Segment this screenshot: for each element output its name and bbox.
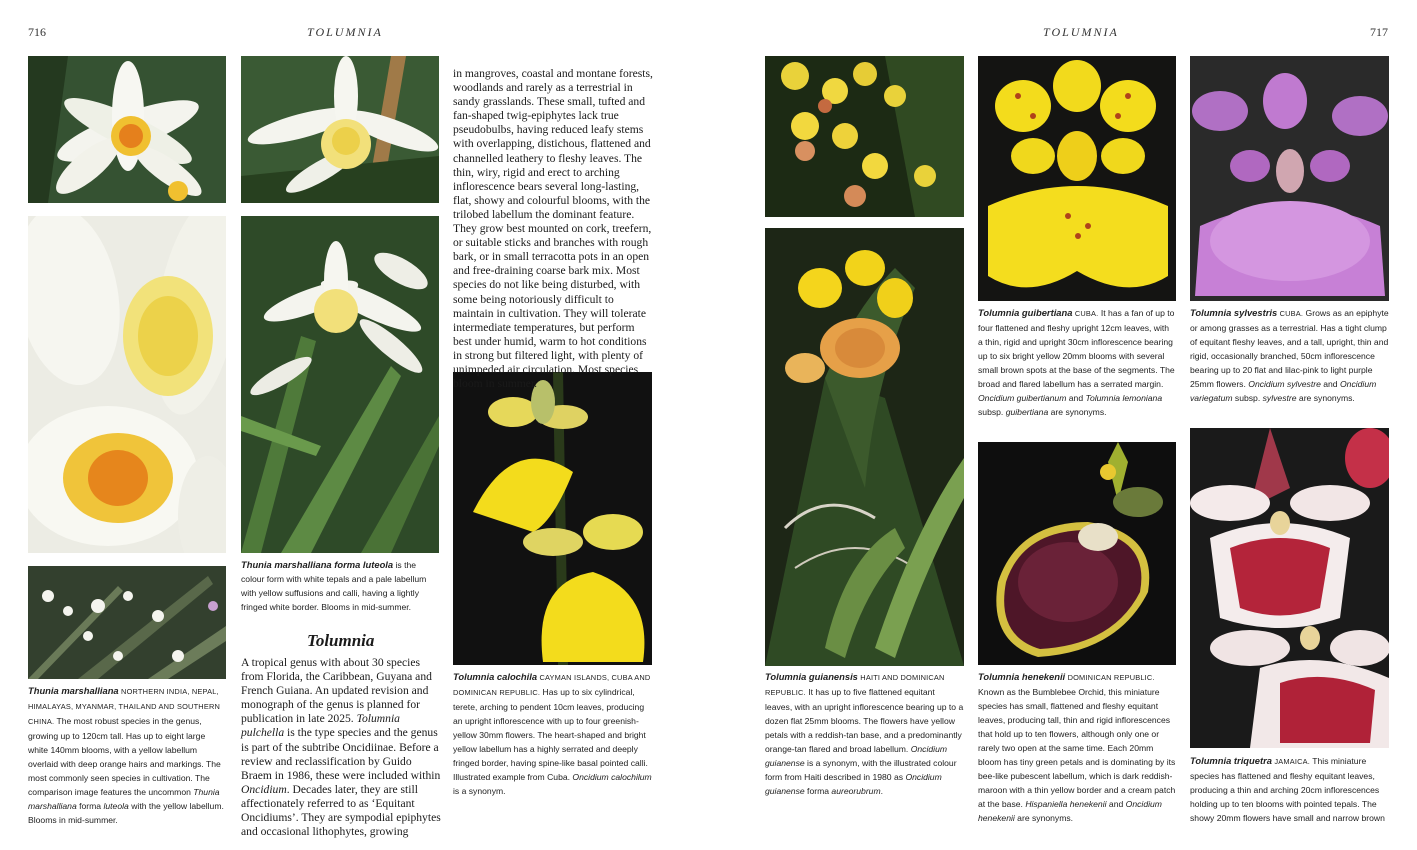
caption-italic: aureorubrum bbox=[831, 786, 881, 796]
tolumnia-sylvestris-photo bbox=[1190, 56, 1389, 301]
running-head-left: TOLUMNIA bbox=[307, 25, 383, 39]
caption-text: is the colour form with white tepals and a pale labellum with yellow suffusions and calli, having a lightly fringed white border. Blooms in mid-summer. bbox=[241, 560, 427, 612]
caption-species-name: Thunia marshalliana forma luteola bbox=[241, 559, 394, 570]
caption-text: and bbox=[1106, 799, 1126, 809]
caption-tolumnia-guibertiana bbox=[978, 306, 1176, 419]
caption-locality: NORTHERN INDIA, NEPAL, HIMALAYAS, MYANMAR, THAILAND AND SOUTHERN CHINA. bbox=[28, 687, 221, 726]
thunia-habitat-photo bbox=[28, 566, 226, 679]
caption-italic: sylvestre bbox=[1262, 393, 1297, 403]
caption-italic: Oncidium sylvestre bbox=[1248, 379, 1321, 389]
caption-italic: Oncidium henekenii bbox=[978, 799, 1162, 823]
caption-text: are synonyms. bbox=[1048, 407, 1107, 417]
caption-text: Grows as an epiphyte or among grasses as a terrestrial. Has a tight clump of equitant fleshy leaves, and a tall, upright, thin and rigid, occasionally branched, 50cm inflorescence bearing up to 20 flat and lilac-pink to light purple 25mm flowers. bbox=[1190, 308, 1389, 389]
caption-species-name: Tolumnia sylvestris bbox=[1190, 307, 1278, 318]
caption-italic: Oncidium variegatum bbox=[1190, 379, 1377, 403]
intro-italic: Tolumnia pulchella bbox=[241, 712, 400, 740]
caption-locality: CAYMAN ISLANDS, CUBA AND DOMINICAN REPUBLIC. bbox=[453, 673, 651, 697]
caption-species-name: Thunia marshalliana bbox=[28, 685, 119, 696]
intro-italic: Oncidium bbox=[241, 782, 287, 796]
caption-text: is a synonym, with the illustrated colour form from Haiti described in 1980 as bbox=[765, 758, 957, 782]
caption-species-name: Tolumnia guibertiana bbox=[978, 307, 1073, 318]
caption-italic: Oncidium guibertianum bbox=[978, 393, 1067, 403]
caption-italic: Tolumnia lemoniana bbox=[1085, 393, 1163, 403]
caption-thunia-marshalliana bbox=[28, 684, 226, 827]
caption-tolumnia-calochila bbox=[453, 670, 652, 798]
caption-italic: Oncidium guianense bbox=[765, 744, 948, 768]
caption-locality: DOMINICAN REPUBLIC. bbox=[1067, 673, 1155, 682]
caption-italic: Hispaniella henekenii bbox=[1025, 799, 1107, 809]
caption-text: subsp. bbox=[978, 407, 1006, 417]
caption-italic: guibertiana bbox=[1005, 407, 1049, 417]
section-title: Tolumnia bbox=[307, 631, 375, 650]
caption-text: This miniature species has flattened and fleshy equitant leaves, producing a thin and arching 20cm inflorescences holding up to ten blooms with pointed tepals. The showy 20mm flowers have small and narrow brown bbox=[1190, 756, 1385, 823]
caption-tolumnia-guianensis bbox=[765, 670, 964, 798]
caption-text: The most robust species in the genus, growing up to 120cm tall. Has up to eight large white 140mm blooms, with a yellow labellum overlaid with deep orange hairs and markings. The most commonly seen species in cultivation. The comparison image features the uncommon bbox=[28, 716, 221, 797]
caption-text: are synonyms. bbox=[1296, 393, 1355, 403]
caption-locality: HAITI AND DOMINICAN REPUBLIC. bbox=[765, 673, 945, 697]
caption-species-name: Tolumnia guianensis bbox=[765, 671, 858, 682]
caption-text: and bbox=[1066, 393, 1086, 403]
caption-species-name: Tolumnia calochila bbox=[453, 671, 538, 682]
tolumnia-triquetra-photo bbox=[1190, 428, 1389, 748]
caption-tolumnia-sylvestris bbox=[1190, 306, 1389, 405]
caption-text: Known as the Bumblebee Orchid, this miniature species has small, flattened and fleshy equitant leaves, producing tall, thin and rigid inflorescences that hold up to ten flowers, although only one or rarely two open at the same time. Each 20mm bloom has tiny green petals and is dominating by its bee-like pubescent labellum, which is dark reddish-maroon with a thin yellow border and a cream patch at the base. bbox=[978, 687, 1176, 809]
caption-italic: Thunia marshalliana bbox=[28, 787, 220, 811]
intro-text: is the type species and the genus is part of the subtribe Oncidiinae. Before a review and reclassification by Guido Braem in 1986, these were included within bbox=[241, 726, 441, 782]
caption-text: is a synonym. bbox=[453, 786, 506, 796]
caption-text: It has up to five flattened equitant leaves, with an upright inflorescence bearing up to a dozen flat 25mm blooms. The flowers have yellow petals with a reddish-tan base, and a predominantly orange-tan flared and broad labellum. bbox=[765, 687, 964, 754]
thunia-marshalliana-large-photo bbox=[28, 216, 226, 553]
caption-italic: Oncidium guianense bbox=[765, 772, 942, 796]
thunia-marshalliana-closeup-photo bbox=[28, 56, 226, 203]
caption-tolumnia-triquetra bbox=[1190, 754, 1389, 825]
caption-species-name: Tolumnia triquetra bbox=[1190, 755, 1272, 766]
page-number-left: 716 bbox=[28, 25, 46, 39]
caption-text: with the yellow labellum. Blooms in mid-summer. bbox=[28, 801, 224, 825]
thunia-luteola-closeup-photo bbox=[241, 56, 439, 203]
caption-locality: CUBA. bbox=[1074, 309, 1099, 318]
caption-locality: JAMAICA. bbox=[1274, 757, 1311, 766]
intro-continued-paragraph: in mangroves, coastal and montane forests, woodlands and rarely as a terrestrial in sandy grasslands. These small, tufted and fan-shaped twig-epiphytes lack true pseudobulbs, having reduced leafy stems with overlapping, distichous, flattened and channelled leathery to fleshy leaves. The thin, wiry, rigid and erect to arching inflorescence bears several long-lasting, flat, showy and colourful blooms, with the trilobed labellum the dominant feature. They grow best mounted on cork, treefern, or suitable sticks and branches with rough bark, or in small terracotta pots in an open and free-draining coarse bark mix. Most species do not like being disturbed, with some being notoriously difficult to maintain in cultivation. They will tolerate intermediate temperatures, but perform best under humid, warm to hot conditions in strong but filtered light, with plenty of unimpeded air circulation. Most species bloom in summer. bbox=[453, 67, 653, 391]
caption-tolumnia-henekenii bbox=[978, 670, 1176, 825]
tolumnia-guianensis-photo bbox=[765, 228, 964, 666]
caption-locality: CUBA. bbox=[1279, 309, 1304, 318]
caption-text: Has up to six cylindrical, terete, arching to pendent 10cm leaves, producing an upright inflorescence with up to four greenish-yellow 30mm flowers. The heart-shaped and bright yellow labellum has a highly serrated and deeply fringed border, having spine-like basal pointed calli. Illustrated example from Cuba. bbox=[453, 687, 648, 782]
caption-species-name: Tolumnia henekenii bbox=[978, 671, 1066, 682]
intro-text: . Decades later, they are still affectionately referred to as ‘Equitant Oncidiums’. They are sympodial epiphytes and occasional lithophytes, growing bbox=[241, 782, 441, 839]
caption-text: forma bbox=[76, 801, 104, 811]
tolumnia-calochila-photo bbox=[453, 372, 652, 665]
caption-text: and bbox=[1320, 379, 1340, 389]
caption-text: subsp. bbox=[1232, 393, 1263, 403]
thunia-luteola-plant-photo bbox=[241, 216, 439, 553]
caption-text: . bbox=[880, 786, 884, 796]
caption-text: It has a fan of up to four flattened and fleshy upright 12cm leaves, with a thin, rigid and upright 30cm inflorescence bearing up to six bright yellow 20mm blooms with several small brown spots at the base of the segments. The broad and flared labellum has a serrated margin. bbox=[978, 308, 1175, 389]
running-head-right: TOLUMNIA bbox=[1043, 25, 1119, 39]
page-number-right: 717 bbox=[1370, 25, 1388, 39]
caption-italic: Oncidium calochilum bbox=[572, 772, 652, 782]
caption-italic: luteola bbox=[103, 801, 129, 811]
tolumnia-guibertiana-photo bbox=[978, 56, 1176, 301]
caption-thunia-luteola bbox=[241, 558, 439, 614]
intro-paragraph bbox=[241, 656, 441, 839]
tolumnia-cluster-photo bbox=[765, 56, 964, 217]
intro-text: A tropical genus with about 30 species from Florida, the Caribbean, Guyana and French Guiana. An updated revision and monograph of the genus is planned for publication in late 2025. bbox=[241, 656, 432, 726]
caption-text: are synonyms. bbox=[1014, 813, 1074, 823]
caption-text: forma bbox=[804, 786, 832, 796]
tolumnia-henekenii-photo bbox=[978, 442, 1176, 665]
